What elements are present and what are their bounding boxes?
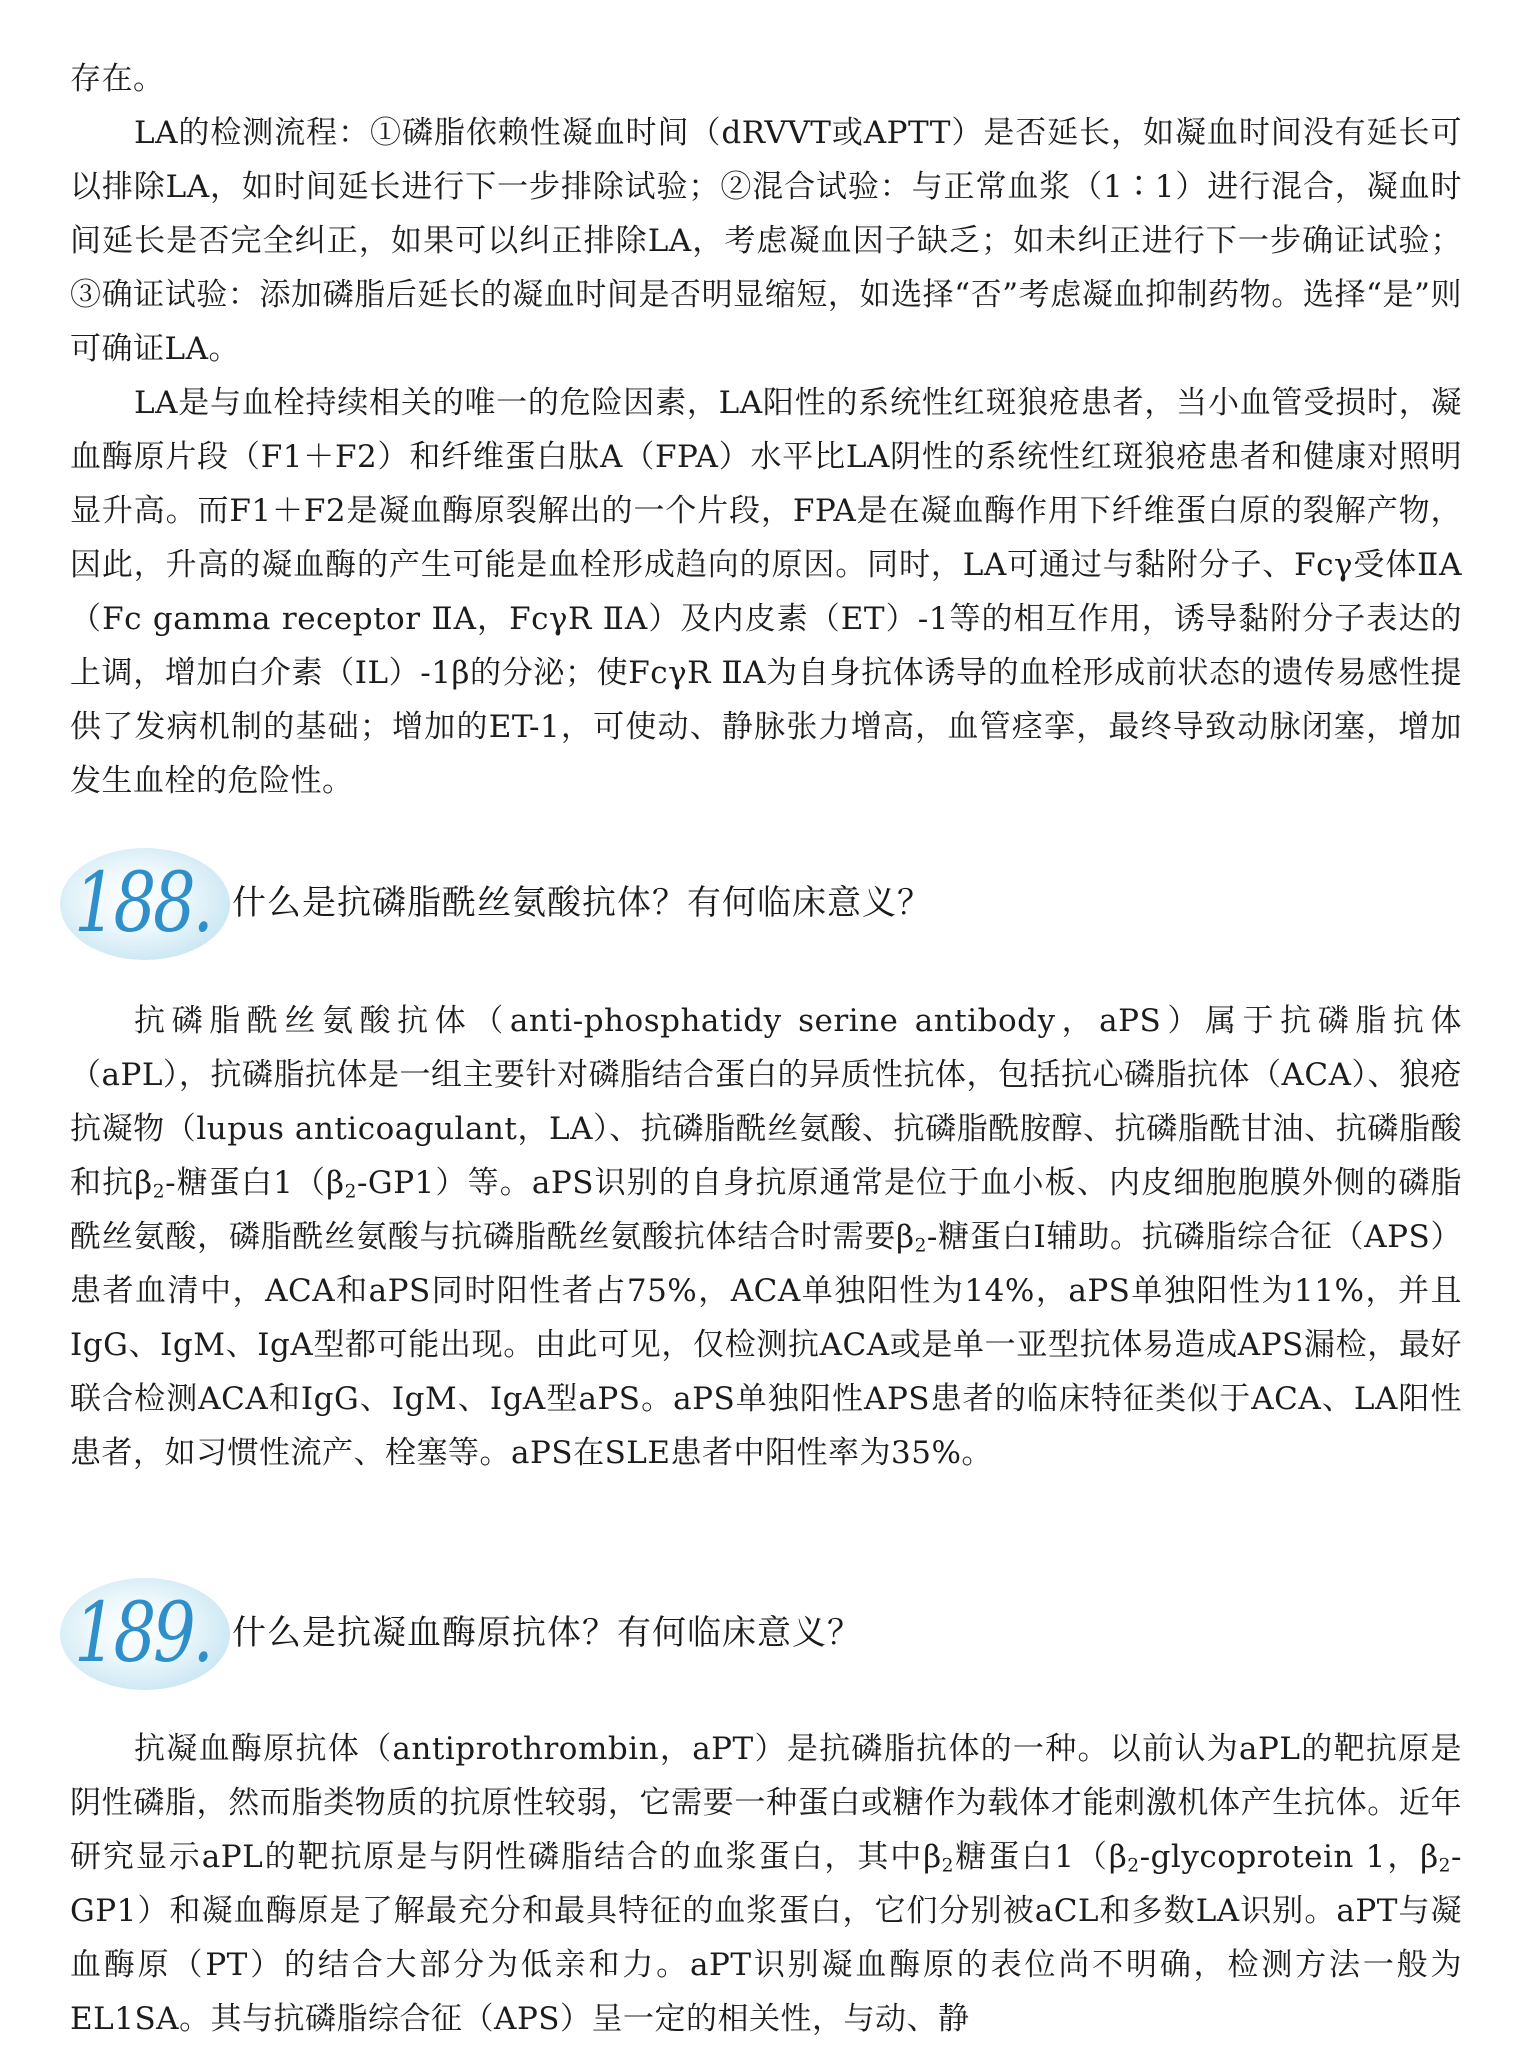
paragraph-la-thrombosis-risk: LA是与血栓持续相关的唯一的危险因素，LA阳性的系统性红斑狼疮患者，当小血管受损时，凝血酶原片段（F1＋F2）和纤维蛋白肽A（FPA）水平比LA阴性的系统性红斑狼疮患者和健康对照明显升高。而F1＋F2是凝血酶原裂解出的一个片段，FPA是在凝血酶作用下纤维蛋白原的裂解产物，因此，升高的凝血酶的产生可能是血栓形成趋向的原因。同时，LA可通过与黏附分子、Fcγ受体ⅡA（Fc gamma receptor ⅡA，FcγR ⅡA）及内皮素（ET）-1等的相互作用，诱导黏附分子表达的上调，增加白介素（IL）-1β的分泌；使FcγR ⅡA为自身抗体诱导的血栓形成前状态的遗传易感性提供了发病机制的基础；增加的ET-1，可使动、静脉张力增高，血管痉挛，最终导致动脉闭塞，增加发生血栓的危险性。 [70, 385, 1462, 799]
question-title: 什么是抗凝血酶原抗体？有何临床意义？ [232, 1613, 862, 1653]
question-number: 188. [74, 856, 211, 951]
question-title: 什么是抗磷脂酰丝氨酸抗体？有何临床意义？ [232, 883, 932, 923]
paragraph-la-detection-flow: LA的检测流程：①磷脂依赖性凝血时间（dRVVT或APTT）是否延长，如凝血时间没有延长可以排除LA，如时间延长进行下一步排除试验；②混合试验：与正常血浆（1∶1）进行混合，凝血时间延长是否完全纠正，如果可以纠正排除LA，考虑凝血因子缺乏；如未纠正进行下一步确证试验；③确证试验：添加磷脂后延长的凝血时间是否明显缩短，如选择“否”考虑凝血抑制药物。选择“是”则可确证LA。 [70, 115, 1462, 367]
paragraph-aps-antibody: 抗磷脂酰丝氨酸抗体（anti-phosphatidy serine antibody，aPS）属于抗磷脂抗体（aPL），抗磷脂抗体是一组主要针对磷脂结合蛋白的异质性抗体，包括抗心磷脂抗体（ACA）、狼疮抗凝物（lupus anticoagulant，LA）、抗磷脂酰丝氨酸、抗磷脂酰胺醇、抗磷脂酰甘油、抗磷脂酸和抗$\beta_2-$糖蛋白$1(\beta_2-GP1)$等。aPS识别的自身抗原通常是位于血小板、内皮细胞胞膜外侧的磷脂酰丝氨酸，磷脂酰丝氨酸与抗磷脂酰丝氨酸抗体结合时需要$\beta_2-$糖蛋白I辅助。抗磷脂综合征（APS）患者血清中，ACA和aPS同时阳性者占75%，ACA单独阳性为14%，aPS单独阳性为11%，并且IgG、IgM、IgA型都可能出现。由此可见，仅检测抗ACA或是单一亚型抗体易造成APS漏检，最好联合检测ACA和IgG、IgM、IgA型aPS。aPS单独阳性APS患者的临床特征类似于ACA、LA阳性患者，如习惯性流产、栓塞等。aPS在SLE患者中阳性率为35%。 [70, 1003, 1463, 1471]
question-188-header [60, 848, 1460, 968]
question-number: 189. [74, 1586, 211, 1681]
question-189-header [60, 1578, 1460, 1698]
paragraph-antiprothrombin-antibody: 抗凝血酶原抗体（antiprothrombin，aPT）是抗磷脂抗体的一种。以前认为aPL的靶抗原是阴性磷脂，然而脂类物质的抗原性较弱，它需要一种蛋白或糖作为载体才能刺激机体产生抗体。近年研究显示aPL的靶抗原是与阴性磷脂结合的血浆蛋白，其中$\beta_2$糖蛋白$1(\beta_2$-glycoprotein 1，$\beta_2-GP1$）和凝血酶原是了解最充分和最具特征的血浆蛋白，它们分别被aCL和多数LA识别。aPT与凝血酶原（PT）的结合大部分为低亲和力。aPT识别凝血酶原的表位尚不明确，检测方法一般为EL1SA。其与抗磷脂综合征（APS）呈一定的相关性，与动、静 [70, 1731, 1462, 2037]
paragraph-continuation: 存在。 [70, 61, 165, 97]
